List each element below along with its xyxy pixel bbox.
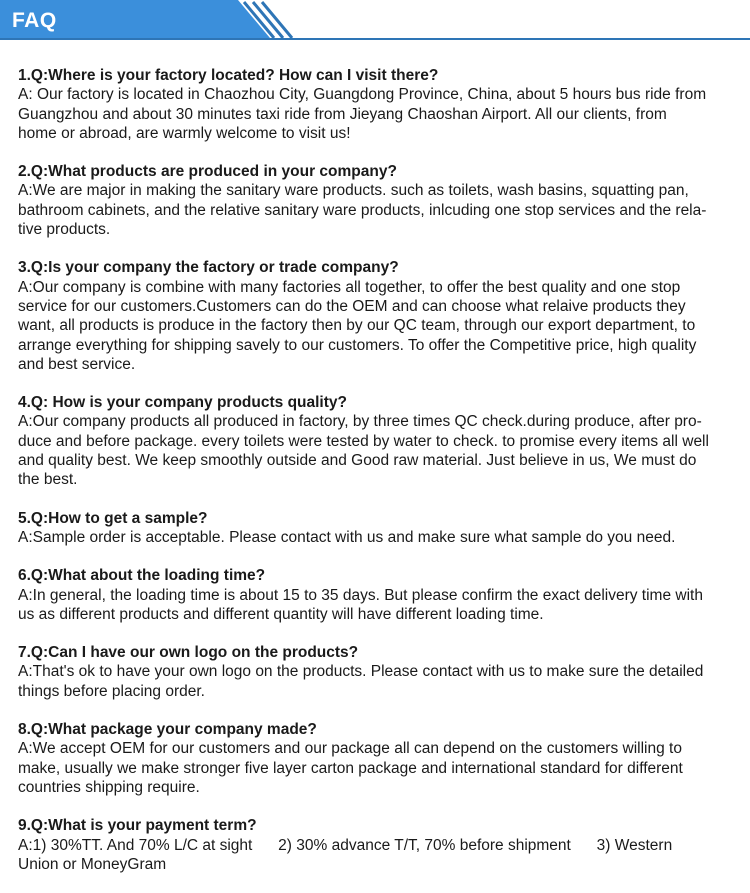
faq-item [18,566,738,624]
faq-question: 1.Q:Where is your factory located? How can I visit there? [18,67,439,84]
faq-answer: A:In general, the loading time is about 15 to 35 days. But please confirm the exact delivery time with us as different products and different quantity will have different loading time. [18,586,703,623]
faq-answer: A:We are major in making the sanitary ware products. such as toilets, wash basins, squatting pan, bathroom cabinets, and the relative sanitary ware products, inlcuding one stop services and the rela- tive products. [18,182,707,239]
faq-item [18,162,738,239]
faq-item [18,66,738,143]
faq-question: 5.Q:How to get a sample? [18,509,208,527]
faq-answer: A:Sample order is acceptable. Please contact with us and make sure what sample do you need. [18,528,676,546]
faq-answer: A:1) 30%TT. And 70% L/C at sight 2) 30% advance T/T, 70% before shipment 3) Western Union or MoneyGram [18,836,673,873]
faq-item [18,643,738,701]
faq-item [18,258,738,374]
page-title: FAQ [12,9,57,32]
header-banner-graphic [0,0,750,42]
faq-item [18,720,738,797]
faq-header-banner [0,0,750,42]
faq-list [18,66,738,893]
faq-item [18,509,738,548]
faq-question: 8.Q:What package your company made? [18,721,317,739]
faq-answer: A: Our factory is located in Chaozhou City, Guangdong Province, China, about 5 hours bus ride from Guangzhou and about 30 minutes taxi ride from Jieyang Chaoshan Airport. All our clients, from home or abroad, are warmly welcome to visit us! [18,86,707,142]
faq-answer: A:That's ok to have your own logo on the products. Please contact with us to make sure the detailed things before placing order. [18,663,704,700]
faq-question: 7.Q:Can I have our own logo on the products? [18,644,359,662]
faq-answer: A:Our company is combine with many factories all together, to offer the best quality and one stop service for our customers.Customers can do the OEM and can choose what relaive products they want, all products is produce in the factory then by our QC team, through our export department, to arrange everything for shipping savely to our customers. To offer the Competitive price, high quality and best service. [18,278,697,373]
faq-item [18,816,738,874]
faq-question: 4.Q: How is your company products quality? [18,394,347,412]
faq-question: 2.Q:What products are produced in your company? [18,163,397,181]
faq-question: 6.Q:What about the loading time? [18,567,266,585]
faq-answer: A:We accept OEM for our customers and our package all can depend on the customers willing to make, usually we make stronger five layer carton package and international standard for different countries shipping require. [18,740,683,796]
faq-question: 9.Q:What is your payment term? [18,817,257,835]
faq-question: 3.Q:Is your company the factory or trade company? [18,259,399,277]
faq-item [18,393,738,489]
faq-answer: A:Our company products all produced in factory, by three times QC check.during produce, after pro- duce and before package. every toilets were tested by water to check. to promise every items all well and quality best. We keep smoothly outside and Good raw material. Just believe in us, We must do the best. [18,413,709,489]
